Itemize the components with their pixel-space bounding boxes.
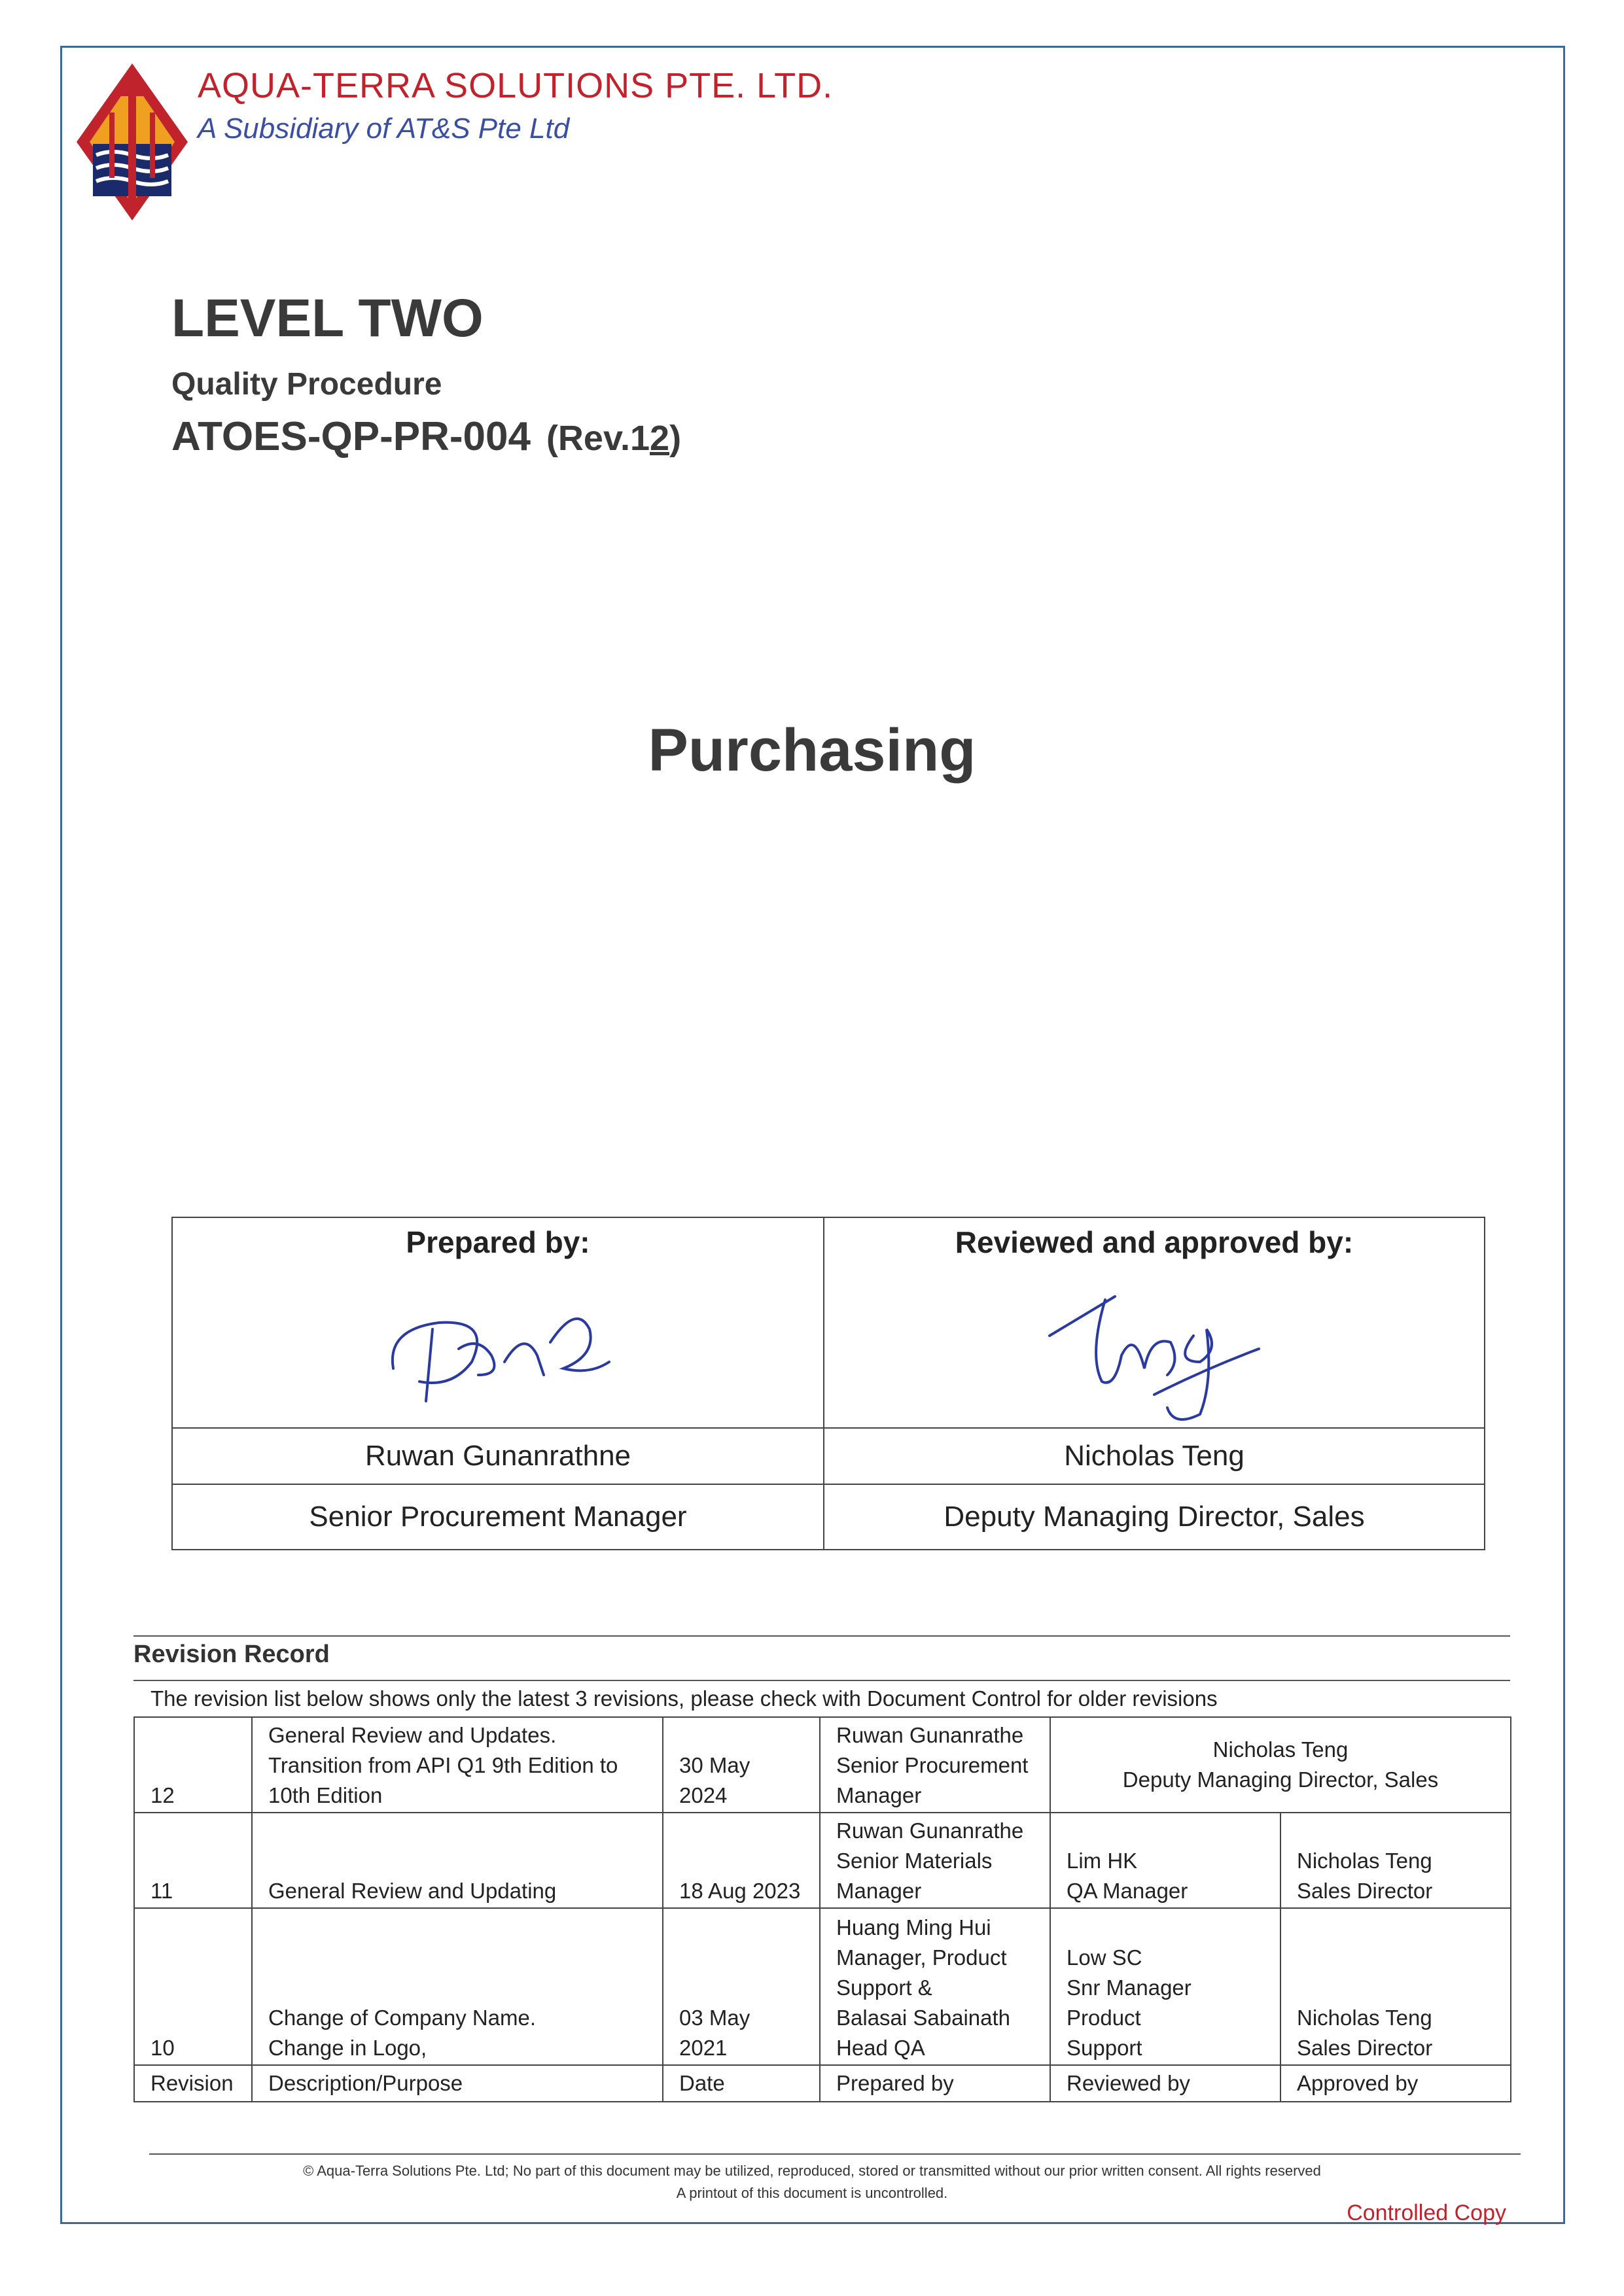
reviewed-name: Nicholas Teng [824, 1428, 1485, 1484]
rev-number: 12 [134, 1717, 252, 1813]
reviewed-title: Deputy Managing Director, Sales [824, 1484, 1485, 1550]
rev-description: General Review and Updating [252, 1813, 663, 1908]
controlled-copy-stamp: Controlled Copy [1347, 2200, 1506, 2225]
doc-type: Quality Procedure [171, 367, 442, 402]
prepared-name: Ruwan Gunanrathne [172, 1428, 824, 1484]
header-date: Date [663, 2065, 820, 2102]
table-header-row [134, 2065, 1511, 2102]
rev-prepared: Ruwan Gunanrathe Senior Procurement Manager [820, 1717, 1050, 1813]
revision-table [133, 1716, 1511, 2102]
footer-rule [149, 2153, 1521, 2155]
header-reviewed: Reviewed by [1050, 2065, 1280, 2102]
revision-top-rule [133, 1635, 1510, 1637]
reviewed-signature-icon [1043, 1290, 1265, 1421]
rev-reviewed-approved: Nicholas Teng Deputy Managing Director, Sales [1050, 1717, 1511, 1813]
rev-reviewed: Lim HK QA Manager [1050, 1813, 1280, 1908]
doc-revision: (Rev.12) [546, 419, 682, 458]
rev-description: Change of Company Name. Change in Logo, [252, 1908, 663, 2065]
rev-approved: Nicholas Teng Sales Director [1280, 1813, 1511, 1908]
footer-printout-note: A printout of this document is uncontrolled. [676, 2185, 948, 2201]
table-row [134, 1717, 1511, 1813]
aqua-terra-diamond-logo-icon [73, 60, 191, 224]
header-prepared: Prepared by [820, 2065, 1050, 2102]
reviewed-by-cell [824, 1217, 1485, 1428]
prepared-by-cell [172, 1217, 824, 1428]
rev-date: 18 Aug 2023 [663, 1813, 820, 1908]
footer-copyright: © Aqua-Terra Solutions Pte. Ltd; No part of this document may be utilized, reproduced, stored or transmitted without our prior written consent. All rights reserved [303, 2163, 1321, 2179]
doc-code: ATOES-QP-PR-004 [171, 414, 531, 459]
revision-note: The revision list below shows only the latest 3 revisions, please check with Document Control for older revisions [150, 1686, 1218, 1711]
rev-approved: Nicholas Teng Sales Director [1280, 1908, 1511, 2065]
rev-number: 11 [134, 1813, 252, 1908]
rev-description: General Review and Updates. Transition from API Q1 9th Edition to 10th Edition [252, 1717, 663, 1813]
header-revision: Revision [134, 2065, 252, 2102]
rev-reviewed: Low SC Snr Manager Product Support [1050, 1908, 1280, 2065]
prepared-title: Senior Procurement Manager [172, 1484, 824, 1550]
rev-number: 10 [134, 1908, 252, 2065]
company-subsidiary: A Subsidiary of AT&S Pte Ltd [198, 113, 570, 145]
revision-title-rule [133, 1680, 1510, 1681]
rev-prepared: Huang Ming Hui Manager, Product Support & Balasai Sabainath Head QA [820, 1908, 1050, 2065]
rev-prepared: Ruwan Gunanrathe Senior Materials Manager [820, 1813, 1050, 1908]
company-name: AQUA-TERRA SOLUTIONS PTE. LTD. [198, 66, 834, 105]
header-approved: Approved by [1280, 2065, 1511, 2102]
prepared-by-label: Prepared by: [406, 1225, 590, 1259]
level-title: LEVEL TWO [171, 288, 484, 348]
doc-code-line [171, 413, 681, 460]
table-row [134, 1908, 1511, 2065]
header-description: Description/Purpose [252, 2065, 663, 2102]
revision-record-title: Revision Record [133, 1641, 330, 1668]
approval-table [171, 1217, 1485, 1550]
main-title: Purchasing [648, 717, 976, 784]
reviewed-by-label: Reviewed and approved by: [955, 1225, 1354, 1259]
rev-date: 30 May 2024 [663, 1717, 820, 1813]
prepared-signature-icon [380, 1290, 616, 1408]
table-row [134, 1813, 1511, 1908]
rev-date: 03 May 2021 [663, 1908, 820, 2065]
